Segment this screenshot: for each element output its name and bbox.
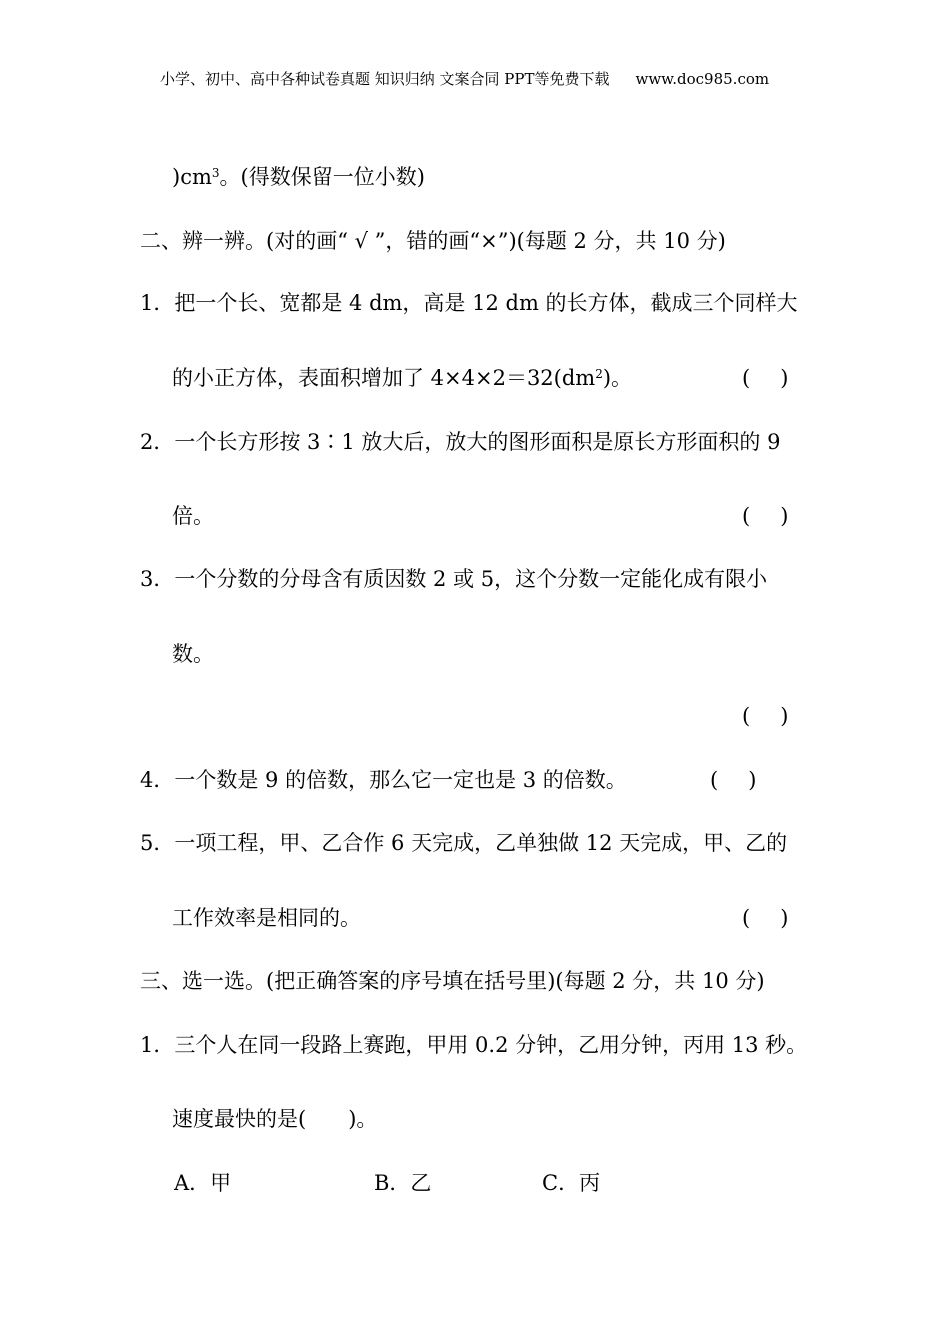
- option-c: C．丙: [542, 1171, 601, 1195]
- bracket-open: (: [742, 504, 751, 528]
- bracket-open: (: [742, 906, 751, 930]
- bracket-open: (: [742, 366, 751, 390]
- answer-bracket-5: [742, 904, 788, 932]
- s2-item1-line1: 1．把一个长、宽都是 4 dm，高是 12 dm 的长方体，截成三个同样大: [140, 291, 798, 315]
- intro-pre: )cm: [172, 165, 212, 189]
- option-b: B．乙: [374, 1171, 432, 1195]
- s3-q1-line1: 1．三个人在同一段路上赛跑，甲用 0.2 分钟，乙用分钟，丙用 13 秒。: [140, 1033, 808, 1057]
- answer-bracket-4: [710, 766, 756, 794]
- bracket-close: ): [780, 504, 789, 528]
- answer-bracket-2: [742, 502, 788, 530]
- s2-item4-line1: 4．一个数是 9 的倍数，那么它一定也是 3 的倍数。: [140, 768, 627, 792]
- s2-item1-sup: 2: [595, 367, 603, 381]
- s2-item3-line1: 3．一个分数的分母含有质因数 2 或 5，这个分数一定能化成有限小: [140, 567, 768, 591]
- s2-item1-line2-pre: 的小正方体，表面积增加了 4×4×2＝32(dm: [172, 366, 596, 390]
- header-text: 小学、初中、高中各种试卷真题 知识归纳 文案合同 PPT等免费下载: [160, 70, 610, 88]
- s2-item2-line1: 2．一个长方形按 3∶1 放大后，放大的图形面积是原长方形面积的 9: [140, 430, 781, 454]
- s2-item3-line2: 数。: [172, 642, 214, 666]
- page-header: [160, 68, 769, 89]
- bracket-open: (: [710, 768, 719, 792]
- intro-line: [172, 163, 425, 191]
- bracket-close: ): [780, 366, 789, 390]
- intro-sup: 3: [211, 166, 220, 180]
- s2-item5-line2: 工作效率是相同的。: [172, 906, 361, 930]
- s3-q1-line2: 速度最快的是( )。: [172, 1107, 378, 1131]
- answer-bracket-3: [742, 702, 788, 730]
- s2-item5-line1: 5．一项工程，甲、乙合作 6 天完成，乙单独做 12 天完成，甲、乙的: [140, 831, 788, 855]
- section3-heading: 三、选一选。(把正确答案的序号填在括号里)(每题 2 分，共 10 分): [140, 969, 765, 993]
- header-url: www.doc985.com: [635, 70, 770, 88]
- bracket-close: ): [780, 704, 789, 728]
- bracket-open: (: [742, 704, 751, 728]
- intro-post: 。(得数保留一位小数): [219, 165, 425, 189]
- bracket-close: ): [748, 768, 757, 792]
- section2-heading: 二、辨一辨。(对的画“ √ ”，错的画“×”)(每题 2 分，共 10 分): [140, 229, 726, 253]
- s2-item2-line2: 倍。: [172, 504, 214, 528]
- bracket-close: ): [780, 906, 789, 930]
- s2-item1-line2: [172, 364, 632, 392]
- answer-bracket-1: [742, 364, 788, 392]
- option-a: A．甲: [174, 1171, 232, 1195]
- s2-item1-line2-post: )。: [602, 366, 633, 390]
